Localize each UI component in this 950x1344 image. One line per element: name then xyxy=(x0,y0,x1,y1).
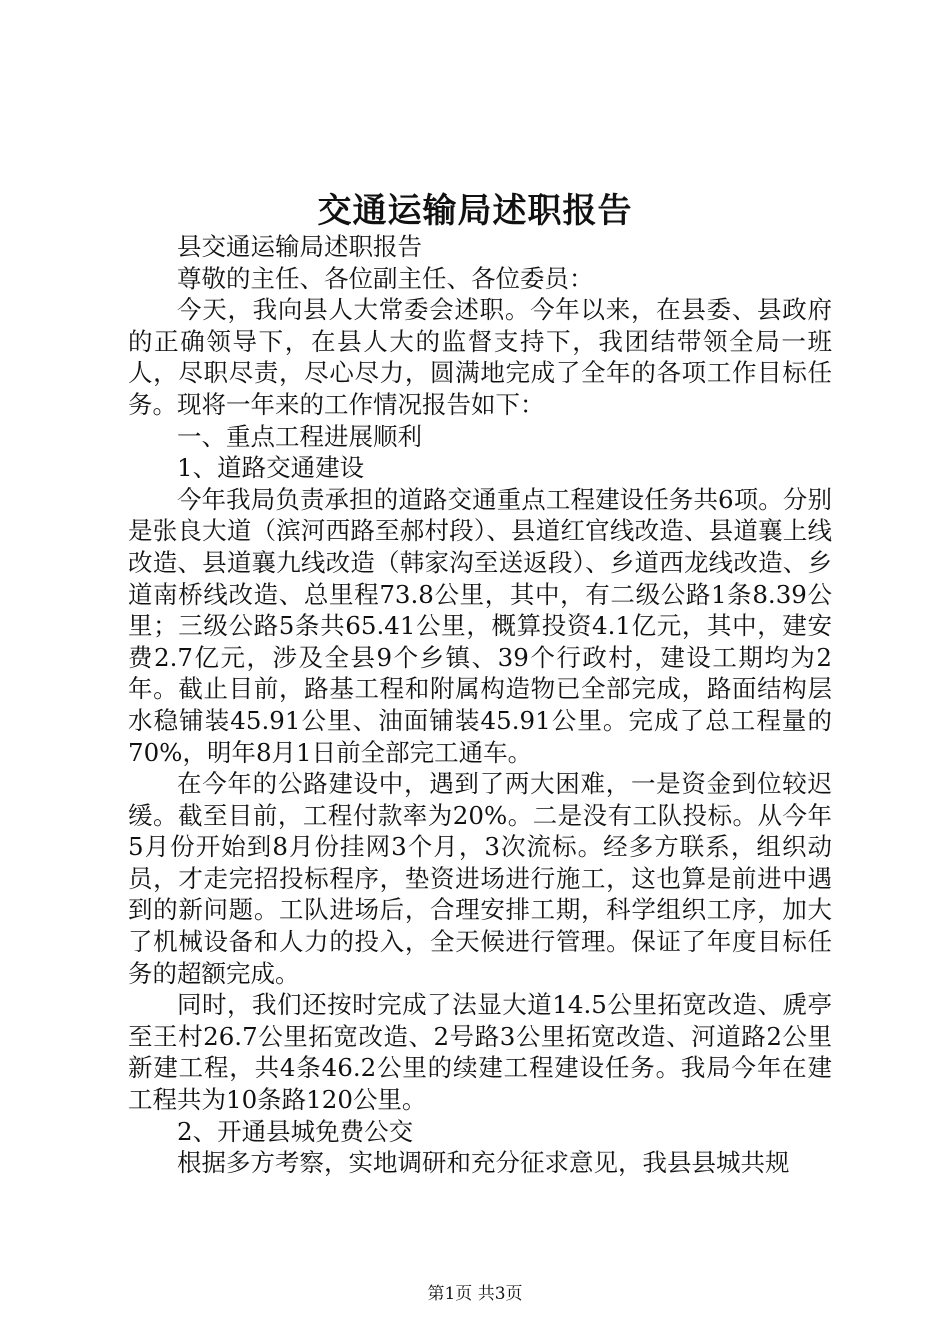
paragraph-salutation: 尊敬的主任、各位副主任、各位委员： xyxy=(177,263,594,293)
page-number-footer: 第1页 共3页 xyxy=(427,1284,523,1304)
paragraph: 根据多方考察，实地调研和充分征求意见，我县县城共规 xyxy=(177,1148,790,1178)
paragraph: 在今年的公路建设中，遇到了两大困难，一是资金到位较迟缓。截至目前，工程付款率为20%。二是没有工队投标。从今年5月份开始到8月份挂网3个月，3次流标。经多方联系，组织动员，才走完招投标程序，垫资进场进行施工，这也算是前进中遇到的新问题。工队进场后，合理安排工期，科学组织工序，加大了机械设备和人力的投入，全天候进行管理。保证了年度目标任务的超额完成。 xyxy=(128,769,832,988)
paragraph-subtitle: 县交通运输局述职报告 xyxy=(177,232,422,261)
paragraph: 今年我局负责承担的道路交通重点工程建设任务共6项。分别是张良大道（滨河西路至郝村段）、县道红官线改造、县道襄上线改造、县道襄九线改造（韩家沟至送返段）、乡道西龙线改造、乡道南桥线改造、总里程73.8公里，其中，有二级公路1条8.39公里；三级公路5条共65.41公里，概算投资4.1亿元，其中，建安费2.7亿元，涉及全县9个乡镇、39个行政村，建设工期均为2年。截止目前，路基工程和附属构造物已全部完成，路面结构层水稳铺装45.91公里、油面铺装45.91公里。完成了总工程量的70%，明年8月1日前全部完工通车。 xyxy=(128,484,832,767)
subsection-heading: 2、开通县城免费公交 xyxy=(177,1116,414,1146)
document-body xyxy=(128,231,832,1179)
paragraph: 同时，我们还按时完成了法显大道14.5公里拓宽改造、虒亭至王村26.7公里拓宽改造、2号路3公里拓宽改造、河道路2公里新建工程，共4条46.2公里的续建工程建设任务。我局今年在建工程共为10条路120公里。 xyxy=(128,990,832,1115)
subsection-heading: 1、道路交通建设 xyxy=(177,453,365,483)
paragraph-intro: 今天，我向县人大常委会述职。今年以来，在县委、县政府的正确领导下，在县人大的监督支持下，我团结带领全局一班人，尽职尽责，尽心尽力，圆满地完成了全年的各项工作目标任务。现将一年来的工作情况报告如下： xyxy=(128,295,832,419)
section-heading: 一、重点工程进展顺利 xyxy=(177,421,422,451)
document-title: 交通运输局述职报告 xyxy=(317,191,633,231)
